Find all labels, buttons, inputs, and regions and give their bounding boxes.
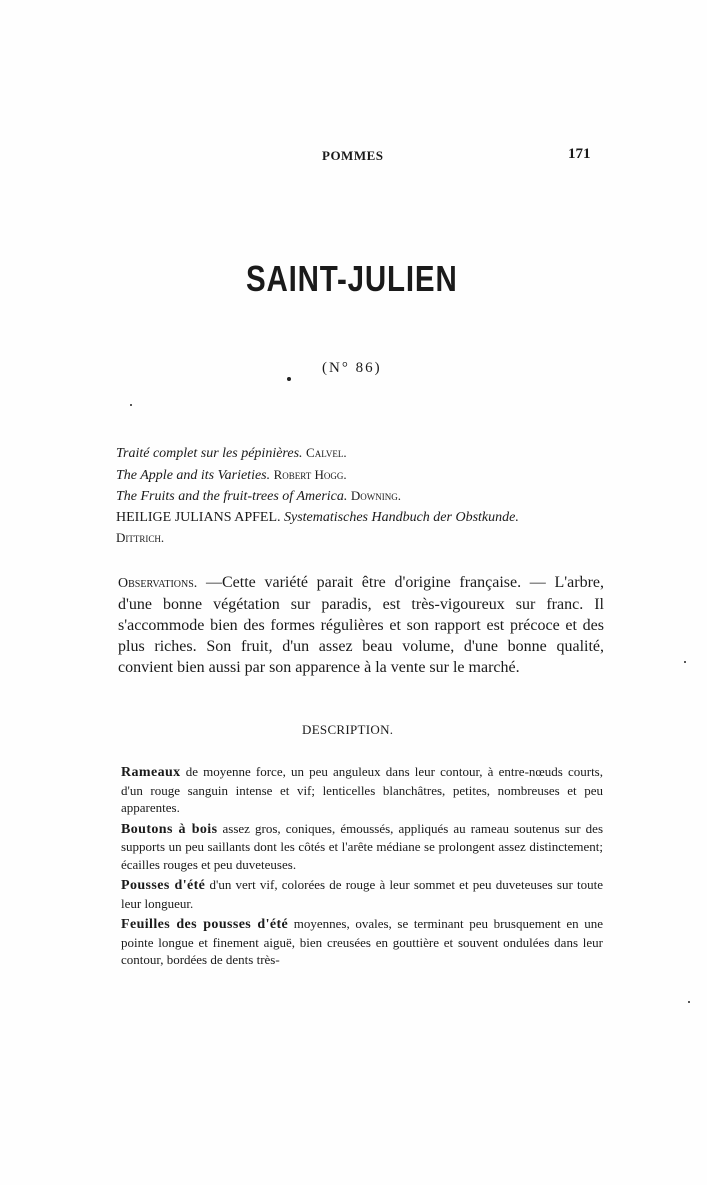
reference-item [116, 528, 636, 550]
print-speck [684, 661, 686, 663]
page-number: 171 [568, 146, 591, 162]
observations-paragraph [118, 572, 604, 678]
reference-work: Traité complet sur les pépinières. [116, 446, 303, 461]
description-term: Rameaux [121, 765, 181, 780]
description-body [121, 763, 603, 972]
reference-item [116, 508, 636, 529]
print-speck [287, 377, 291, 381]
references-list [116, 443, 636, 550]
description-entry [121, 763, 603, 817]
reference-work: Systematisches Handbuch der Obstkunde. [284, 509, 519, 525]
description-text: moyennes, ovales, se terminant peu brusquement en une pointe longue et finement aiguë, bien creusées en gouttière et souvent ondulées dans leur contour, bordées de dents très- [121, 916, 603, 967]
reference-lead: HEILIGE JULIANS APFEL. [116, 509, 281, 525]
description-term: Boutons à bois [121, 821, 218, 837]
reference-author: Calvel. [306, 445, 347, 460]
running-head: POMMES [322, 148, 384, 163]
observations-lead: Observations. [118, 576, 198, 591]
page-title: SAINT-JULIEN [246, 258, 458, 299]
description-entry [121, 820, 603, 874]
print-speck [130, 404, 132, 406]
observations-text: —Cette variété parait être d'origine française. — L'arbre, d'une bonne végétation sur paradis, est très-vigoureux sur franc. Il s'accommode bien des formes régulières et son rapport est précoce et des plus riches. Son fruit, d'un assez beau volume, d'une bonne qualité, convient bien aussi par son apparence à la vente sur le marché. [118, 574, 604, 676]
description-text: d'un vert vif, colorées de rouge à leur sommet et peu duveteuses sur toute leur longueur. [121, 877, 603, 911]
description-text: assez gros, coniques, émoussés, appliqués au rameau soutenus sur des supports un peu saillants dont les côtés et l'arête médiane se prolongent assez distinctement; écailles rouges et peu duveteuses. [121, 820, 604, 872]
reference-author: Dittrich. [116, 530, 165, 545]
description-term: Pousses d'été [121, 878, 206, 893]
print-speck [688, 1001, 690, 1003]
description-text: de moyenne force, un peu anguleux dans leur contour, à entre-nœuds courts, d'un rouge sanguin intense et vif; lenticelles blanchâtres, petites, nombreuses et peu apparentes. [121, 764, 603, 815]
description-entry [121, 915, 603, 969]
reference-work: The Fruits and the fruit-trees of America. [116, 489, 348, 504]
variety-number: (N° 86) [322, 360, 382, 376]
description-term: Feuilles des pousses d'été [121, 917, 289, 932]
reference-item [116, 443, 636, 465]
description-heading: DESCRIPTION. [302, 722, 394, 737]
reference-item [116, 486, 636, 508]
description-entry [121, 876, 603, 912]
reference-work: The Apple and its Varieties. [116, 467, 271, 483]
reference-author: Robert Hogg. [273, 466, 347, 482]
reference-author: Downing. [350, 488, 402, 503]
reference-item [116, 465, 636, 487]
